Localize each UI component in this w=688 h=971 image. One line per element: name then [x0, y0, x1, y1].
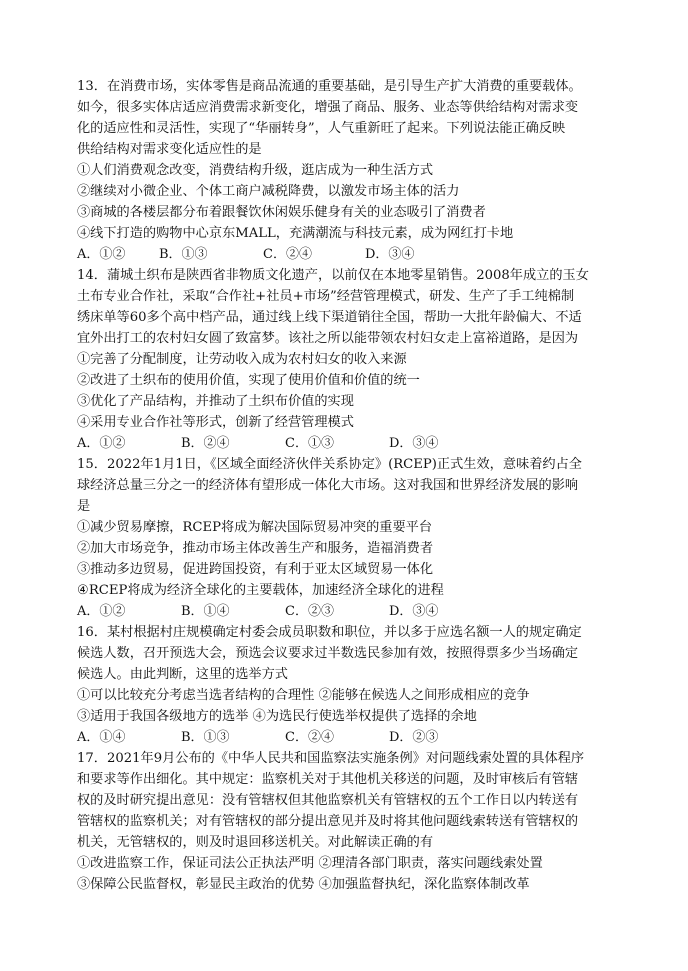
q13-statement-2: ②继续对小微企业、个体工商户减税降费，以激发市场主体的活力 [77, 184, 460, 199]
q15-statement-2: ②加大市场竞争，推动市场主体改善生产和服务，造福消费者 [77, 541, 434, 556]
q13-statement-4: ④线下打造的购物中心京东MALL，充满潮流与科技元素，成为网红打卡地 [77, 226, 514, 241]
q13-statement-3: ③商城的各楼层都分布着跟餐饮休闲娱乐健身有关的业态吸引了消费者 [77, 205, 486, 220]
q17-statement-3-4: ③保障公民监督权，彰显民主政治的优势 ④加强监督执纪，深化监察体制改革 [77, 877, 530, 892]
q14-statement-3: ③优化了产品结构，并推动了土织布价值的实现 [77, 394, 354, 409]
q15-stem-line-2: 球经济总量三分之一的经济体有望形成一体化大市场。这对我国和世界经济发展的影响 [77, 478, 579, 493]
q16-stem-line-1: 16．某村根据村庄规模确定村委会成员职数和职位，并以多于应选名额一人的规定确定 [77, 625, 582, 640]
q14-stem-line-4: 宜外出打工的农村妇女圆了致富梦。该社之所以能带领农村妇女走上富裕道路，是因为 [77, 331, 579, 346]
q15-option-c: C．②③ [285, 604, 334, 619]
q14-stem-line-1: 14．蒲城土织布是陕西省非物质文化遗产，以前仅在本地零星销售。2008年成立的玉女 [77, 268, 589, 283]
q14-statement-4: ④采用专业合作社等形式，创新了经营管理模式 [77, 415, 354, 430]
q17-stem-line-5: 机关，无管辖权的，则及时退回移送机关。对此解读正确的有 [77, 835, 434, 850]
q15-statement-1: ①减少贸易摩擦，RCEP将成为解决国际贸易冲突的重要平台 [77, 520, 433, 535]
q13-statement-1: ①人们消费观念改变，消费结构升级，逛店成为一种生活方式 [77, 163, 434, 178]
q13-stem-line-4: 供给结构对需求变化适应性的是 [77, 142, 262, 157]
q15-option-a: A．①② [77, 604, 126, 619]
q17-stem-line-2: 和要求等作出细化。其中规定：监察机关对于其他机关移送的问题，及时审核后有管辖 [77, 772, 579, 787]
q15-option-d: D．③④ [389, 604, 439, 619]
q14-stem-line-3: 绣床单等60多个高中档产品，通过线上线下渠道销往全国，帮助一大批年龄偏大、不适 [77, 310, 582, 325]
q15-statement-3: ③推动多边贸易，促进跨国投资，有利于亚太区域贸易一体化 [77, 562, 434, 577]
q14-statement-1: ①完善了分配制度，让劳动收入成为农村妇女的收入来源 [77, 352, 407, 367]
q13-stem-line-3: 化的适应性和灵活性，实现了“华丽转身”，人气重新旺了起来。下列说法能正确反映 [77, 121, 566, 136]
q16-stem-line-3: 候选人。由此判断，这里的选举方式 [77, 667, 288, 682]
q13-option-b: B．①③ [159, 247, 208, 262]
q14-stem-line-2: 土布专业合作社，采取“合作社+社员+市场”经营管理模式，研发、生产了手工纯棉制 [77, 289, 575, 304]
q13-stem-line-1: 13．在消费市场，实体零售是商品流通的重要基础，是引导生产扩大消费的重要载体。 [77, 79, 582, 94]
q15-statement-4: ④RCEP将成为经济全球化的主要载体，加速经济全球化的进程 [77, 583, 444, 598]
q16-option-c: C．②④ [285, 730, 334, 745]
q13-option-d: D．③④ [365, 247, 415, 262]
q17-stem-line-4: 管辖权的监察机关；对有管辖权的部分提出意见并及时将其他问题线索转送有管辖权的 [77, 814, 579, 829]
q16-option-b: B．①③ [181, 730, 230, 745]
q16-option-d: D．②③ [389, 730, 439, 745]
q17-statement-1-2: ①改进监察工作，保证司法公正执法严明 ②理清各部门职责，落实问题线索处置 [77, 856, 543, 871]
q16-stem-line-2: 候选人数，召开预选大会，预选会议要求过半数选民参加有效，按照得票多少当场确定 [77, 646, 579, 661]
q16-statement-1-2: ①可以比较充分考虑当选者结构的合理性 ②能够在候选人之间形成相应的竞争 [77, 688, 530, 703]
q16-option-a: A．①④ [77, 730, 126, 745]
q14-statement-2: ②改进了土织布的使用价值，实现了使用价值和价值的统一 [77, 373, 420, 388]
q14-option-c: C．①③ [285, 436, 334, 451]
q14-option-d: D．③④ [389, 436, 439, 451]
q15-stem-line-1: 15．2022年1月1日，《区域全面经济伙伴关系协定》(RCEP)正式生效，意味着约占全 [77, 457, 582, 472]
q16-statement-3-4: ③适用于我国各级地方的选举 ④为选民行使选举权提供了选择的余地 [77, 709, 477, 724]
q17-stem-line-1: 17．2021年9月公布的《中华人民共和国监察法实施条例》对问题线索处置的具体程序 [77, 751, 585, 766]
q15-stem-line-3: 是 [77, 499, 91, 514]
q13-option-c: C．②④ [263, 247, 312, 262]
q14-option-a: A．①② [77, 436, 126, 451]
q17-stem-line-3: 权的及时研究提出意见：没有管辖权但其他监察机关有管辖权的五个工作日以内转送有 [77, 793, 579, 808]
q15-option-b: B．①④ [181, 604, 230, 619]
q13-option-a: A．①② [77, 247, 126, 262]
q13-stem-line-2: 如今，很多实体店适应消费需求新变化，增强了商品、服务、业态等供给结构对需求变 [77, 100, 579, 115]
q14-option-b: B．②④ [181, 436, 230, 451]
